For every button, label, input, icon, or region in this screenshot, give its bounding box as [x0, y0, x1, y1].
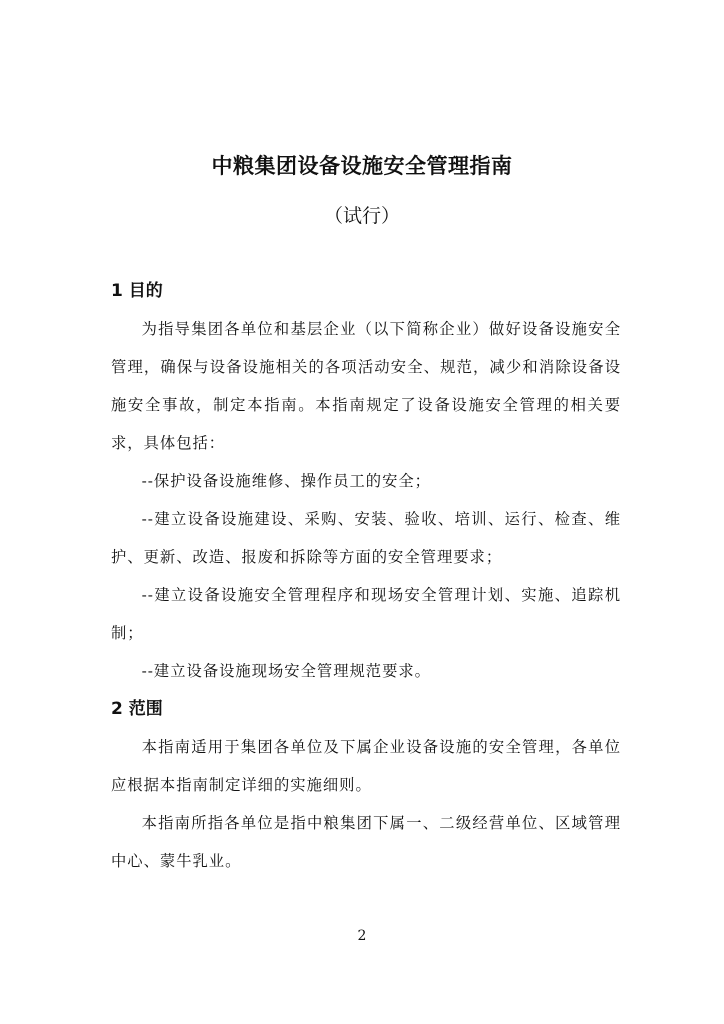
document-body: [111, 272, 621, 880]
section-heading: 2 范围: [111, 699, 163, 719]
page-number: 2: [357, 928, 367, 944]
list-item: --保护设备设施维修、操作员工的安全；: [141, 472, 431, 490]
paragraph: 本指南适用于集团各单位及下属企业设备设施的安全管理，各单位应根据本指南制定详细的实施细则。: [111, 738, 621, 794]
list-item: --建立设备设施现场安全管理规范要求。: [141, 662, 431, 680]
section-scope: [111, 690, 621, 880]
document-subtitle: （试行）: [323, 205, 400, 227]
section-heading: 1 目的: [111, 281, 163, 301]
paragraph: 本指南所指各单位是指中粮集团下属一、二级经营单位、区域管理中心、蒙牛乳业。: [111, 814, 621, 870]
document-title: 中粮集团设备设施安全管理指南: [211, 154, 513, 178]
section-purpose: [111, 272, 621, 690]
paragraph: 为指导集团各单位和基层企业（以下简称企业）做好设备设施安全管理，确保与设备设施相关的各项活动安全、规范，减少和消除设备设施安全事故，制定本指南。本指南规定了设备设施安全管理的相关要求，具体包括：: [111, 320, 621, 452]
list-item: --建立设备设施安全管理程序和现场安全管理计划、实施、追踪机制；: [111, 586, 621, 642]
list-item: --建立设备设施建设、采购、安装、验收、培训、运行、检查、维护、更新、改造、报废和拆除等方面的安全管理要求；: [111, 510, 621, 566]
